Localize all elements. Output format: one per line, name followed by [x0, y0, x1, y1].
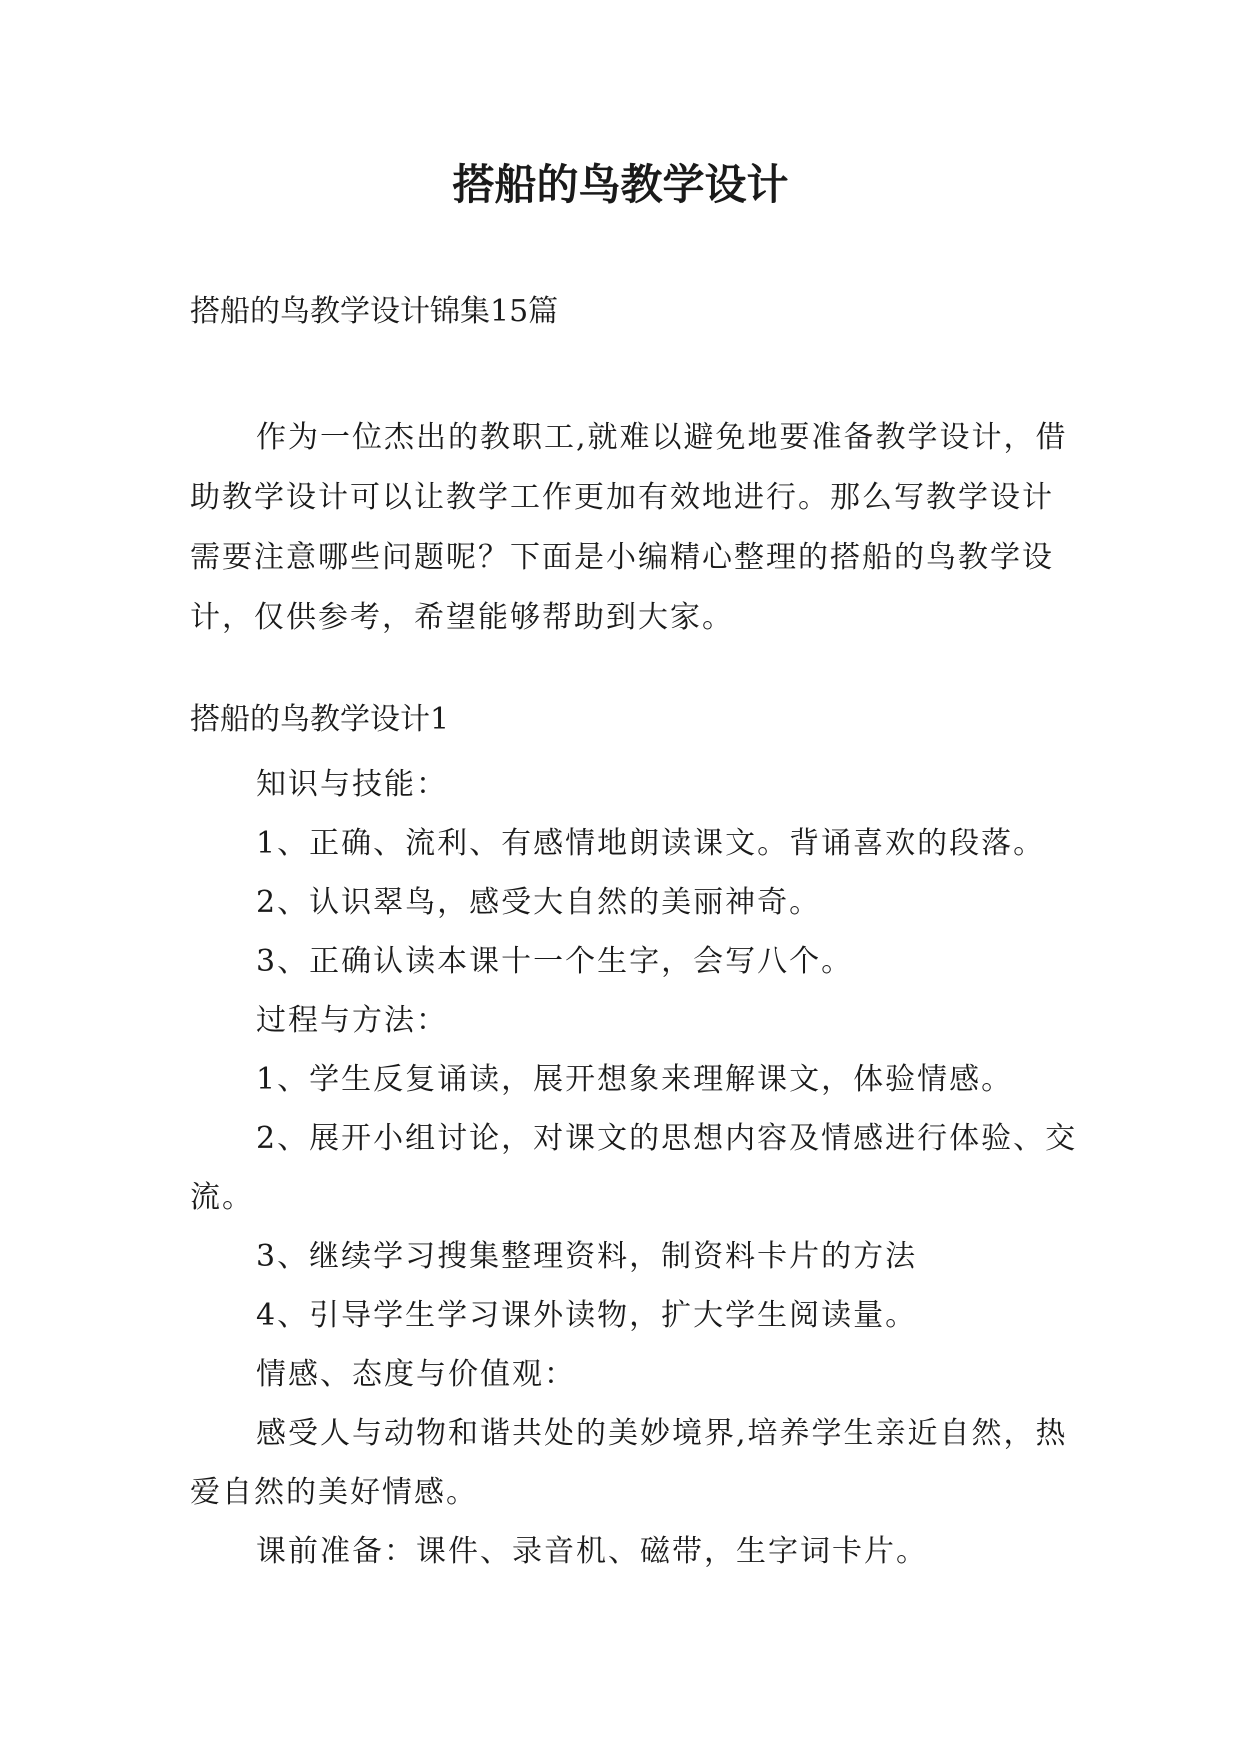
intro-paragraph: 作为一位杰出的教职工,就难以避免地要准备教学设计，借助教学设计可以让教学工作更加有效地进行。那么写教学设计需要注意哪些问题呢？下面是小编精心整理的搭船的鸟教学设计，仅供参考，希望能够帮助到大家。	[190, 420, 1068, 635]
document-title: 搭船的鸟教学设计	[452, 160, 789, 209]
list-item: 2、展开小组讨论，对课文的思想内容及情感进行体验、交流。	[190, 1121, 1078, 1215]
heading-knowledge-skills: 知识与技能：	[256, 767, 448, 802]
preparation-paragraph: 课前准备：课件、录音机、磁带，生字词卡片。	[256, 1534, 928, 1569]
body-paragraph: 感受人与动物和谐共处的美妙境界,培养学生亲近自然，热爱自然的美好情感。	[190, 1416, 1068, 1510]
list-item: 3、继续学习搜集整理资料，制资料卡片的方法	[256, 1239, 918, 1274]
list-item: 1、正确、流利、有感情地朗读课文。背诵喜欢的段落。	[256, 826, 1046, 861]
heading-process-methods: 过程与方法：	[256, 1003, 448, 1038]
heading-emotion-values: 情感、态度与价值观：	[256, 1357, 576, 1392]
section-title: 搭船的鸟教学设计1	[190, 702, 450, 737]
list-item: 2、认识翠鸟，感受大自然的美丽神奇。	[256, 885, 822, 920]
list-item: 4、引导学生学习课外读物，扩大学生阅读量。	[256, 1298, 918, 1333]
list-item: 3、正确认读本课十一个生字，会写八个。	[256, 944, 854, 979]
section-body	[190, 755, 1080, 1581]
list-item: 1、学生反复诵读，展开想象来理解课文，体验情感。	[256, 1062, 1014, 1097]
document-subtitle: 搭船的鸟教学设计锦集15篇	[190, 294, 559, 329]
